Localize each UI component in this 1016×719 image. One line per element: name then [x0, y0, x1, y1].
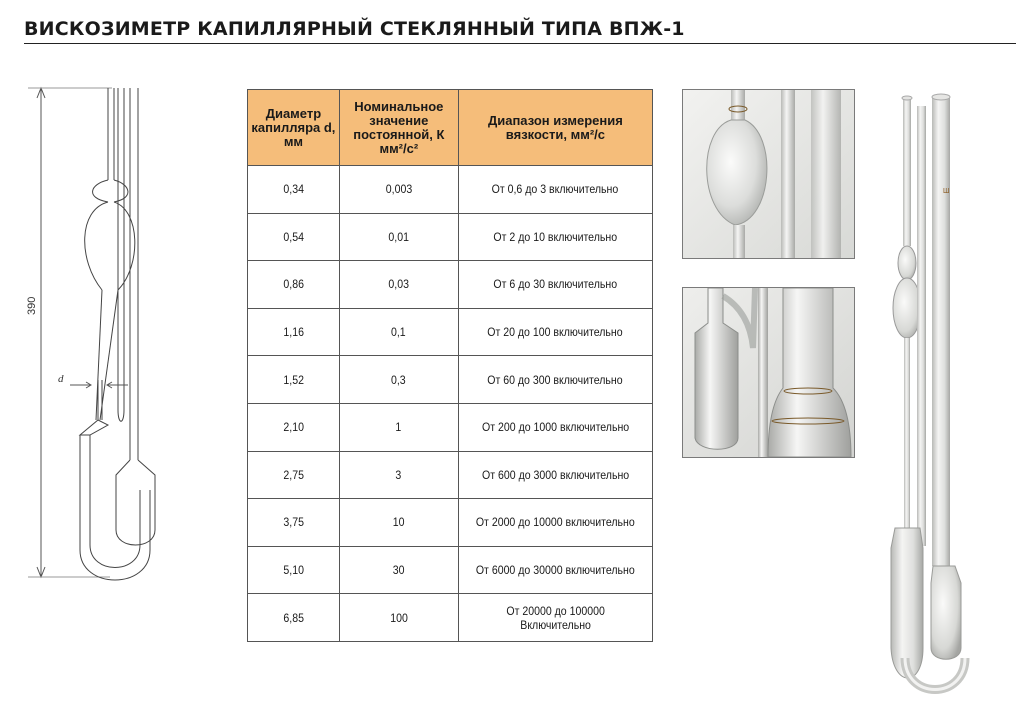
viscometer-photo: [865, 88, 1005, 700]
table-row: [248, 261, 653, 309]
cell-range: От 20 до 100 включительно: [458, 308, 652, 356]
cell-constant: 10: [339, 499, 458, 547]
table-row: [248, 213, 653, 261]
cell-diameter: 0,86: [248, 261, 340, 309]
cell-diameter: 1,16: [248, 308, 340, 356]
table-header-row: [248, 90, 653, 166]
specification-table: [247, 89, 653, 642]
cell-constant: 0,003: [339, 166, 458, 214]
cell-diameter: 5,10: [248, 546, 340, 594]
cell-diameter: 3,75: [248, 499, 340, 547]
cell-range: От 600 до 3000 включительно: [458, 451, 652, 499]
table-row: [248, 594, 653, 642]
cell-range: От 2000 до 10000 включительно: [458, 499, 652, 547]
reservoir-closeup-photo: [682, 287, 855, 458]
cell-diameter: 2,10: [248, 403, 340, 451]
header-viscosity-range: Диапазон измерения вязкости, мм²/с: [458, 90, 652, 166]
cell-range: От 20000 до 100000 Включительно: [458, 594, 652, 642]
cell-constant: 0,01: [339, 213, 458, 261]
page-title: ВИСКОЗИМЕТР КАПИЛЛЯРНЫЙ СТЕКЛЯННЫЙ ТИПА ВПЖ-1: [24, 18, 685, 40]
cell-diameter: 0,34: [248, 166, 340, 214]
table-row: [248, 308, 653, 356]
table-row: [248, 403, 653, 451]
cell-range: От 200 до 1000 включительно: [458, 403, 652, 451]
cell-range: От 0,6 до 3 включительно: [458, 166, 652, 214]
table-row: [248, 166, 653, 214]
viscometer-drawing: [20, 80, 170, 600]
cell-constant: 3: [339, 451, 458, 499]
cell-constant: 1: [339, 403, 458, 451]
table-row: [248, 451, 653, 499]
table-row: [248, 356, 653, 404]
bulb-closeup-photo: [682, 89, 855, 259]
table-row: [248, 546, 653, 594]
title-divider: [24, 43, 1016, 44]
cell-range: От 6 до 30 включительно: [458, 261, 652, 309]
cell-range: От 60 до 300 включительно: [458, 356, 652, 404]
cell-constant: 0,03: [339, 261, 458, 309]
cell-constant: 100: [339, 594, 458, 642]
cell-diameter: 1,52: [248, 356, 340, 404]
height-dimension-label: 390: [26, 296, 38, 315]
cell-constant: 0,1: [339, 308, 458, 356]
svg-text:Ш: Ш: [943, 188, 950, 195]
header-nominal-constant: Номинальное значение постоянной, К мм²/с²: [339, 90, 458, 166]
diameter-dimension-label: d: [58, 373, 64, 385]
cell-diameter: 2,75: [248, 451, 340, 499]
cell-range: От 2 до 10 включительно: [458, 213, 652, 261]
cell-diameter: 6,85: [248, 594, 340, 642]
header-capillary-diameter: Диаметр капилляра d, мм: [248, 90, 340, 166]
cell-constant: 0,3: [339, 356, 458, 404]
cell-diameter: 0,54: [248, 213, 340, 261]
cell-constant: 30: [339, 546, 458, 594]
table-row: [248, 499, 653, 547]
cell-range: От 6000 до 30000 включительно: [458, 546, 652, 594]
